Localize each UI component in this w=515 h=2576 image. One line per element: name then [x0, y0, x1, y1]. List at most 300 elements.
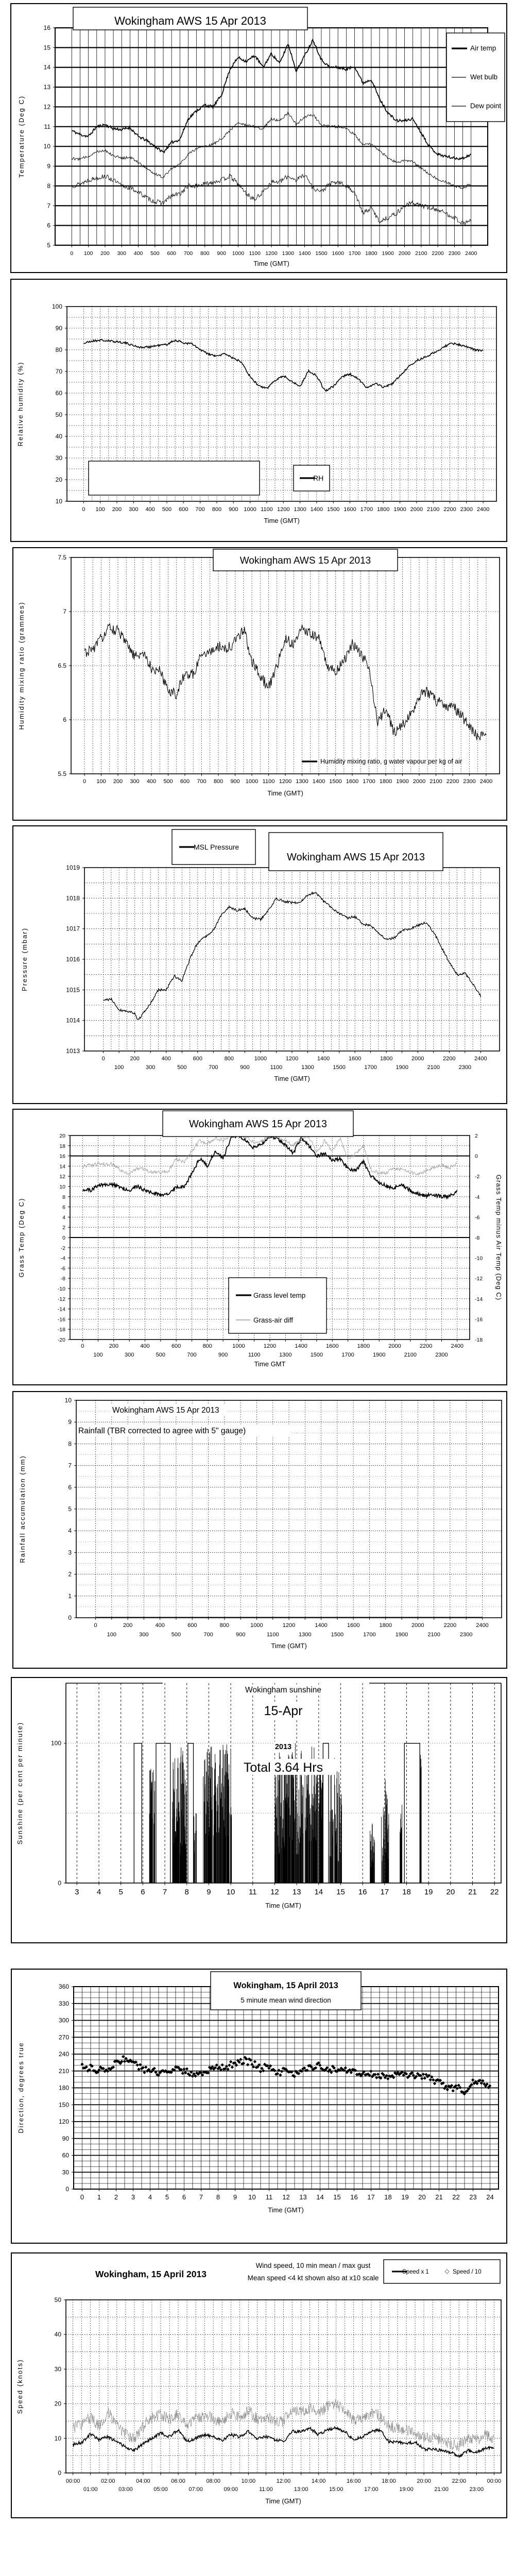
- axis-title: Time (GMT): [274, 1075, 310, 1082]
- x-tick-label: 1400: [298, 250, 311, 257]
- x-tick-label: 1000: [232, 250, 245, 257]
- x-tick-label: 1100: [261, 506, 273, 513]
- x-tick-label: 02:00: [101, 2478, 115, 2484]
- y-tick-label: 60: [62, 2151, 69, 2159]
- axis-title: Speed (knots): [16, 2359, 24, 2414]
- x-tick-label: 900: [240, 1064, 250, 1071]
- x-tick-label: 1000: [244, 506, 256, 513]
- panel-grass-temp-chart: [12, 1109, 507, 1385]
- x-tick-label: 08:00: [206, 2478, 220, 2484]
- legend-label: Dew point: [470, 102, 502, 110]
- x-tick-label: 300: [117, 250, 126, 257]
- wind-dir-point: [386, 2077, 389, 2080]
- x-tick-label: 1500: [331, 1632, 344, 1638]
- x-tick-label: 700: [209, 1064, 218, 1071]
- y-tick-label: 10: [55, 498, 62, 505]
- x-tick-label: 00:00: [487, 2478, 502, 2484]
- x-tick-label: 1700: [363, 778, 375, 785]
- x-tick-label: 2300: [463, 778, 476, 785]
- x-tick-label: 14: [314, 1888, 323, 1896]
- y-tick-label: 14: [43, 63, 50, 71]
- y-tick-label: 12: [59, 1174, 65, 1180]
- panel-wind-direction-chart: [11, 1969, 507, 2244]
- x-tick-label: 2400: [476, 1622, 489, 1629]
- x-tick-label: 900: [229, 506, 238, 513]
- x-tick-label: 1700: [348, 250, 361, 257]
- y-tick-label: 60: [55, 389, 62, 397]
- axis-title: Humidity mixing ratio (grammes): [18, 601, 25, 730]
- y-tick-label: 120: [58, 2118, 69, 2125]
- x-tick-label: 1900: [372, 1352, 386, 1358]
- axis-title: Relative humidity (%): [16, 361, 24, 447]
- title-box: [89, 461, 260, 495]
- y-tick-label: 1013: [66, 1047, 80, 1055]
- x-tick-label: 800: [200, 250, 210, 257]
- c7-chart-svg: [12, 1678, 506, 1942]
- x-tick-label: 1600: [346, 778, 359, 785]
- x-tick-label: 0: [81, 1343, 84, 1349]
- y-tick-label: 7.5: [58, 554, 66, 561]
- x-tick-label: 400: [155, 1622, 165, 1629]
- legend-box: [229, 1278, 327, 1333]
- x-tick-label: 2000: [413, 778, 426, 785]
- y-tick-label: 0: [58, 1879, 61, 1887]
- x-tick-label: 2000: [398, 250, 411, 257]
- x-tick-label: 1700: [363, 1632, 376, 1638]
- x-tick-label: 5: [118, 1888, 123, 1896]
- chart-text: Rainfall (TBR corrected to agree with 5" gauge): [78, 1427, 246, 1435]
- c3-chart-svg: [13, 548, 506, 820]
- legend-label: Speed / 10: [453, 2269, 482, 2275]
- x-tick-label: 2300: [459, 1632, 473, 1638]
- panel-mixing-ratio-chart: [12, 547, 507, 821]
- y-tick-label: 2: [68, 1570, 72, 1578]
- x-tick-label: 21:00: [434, 2486, 449, 2493]
- x-tick-label: 800: [224, 1056, 234, 1062]
- wind-dir-point: [220, 2063, 224, 2066]
- x-tick-label: 200: [109, 1343, 119, 1349]
- y-tick-label: 6: [47, 222, 50, 229]
- wind-dir-point: [446, 2088, 449, 2091]
- x-tick-label: 1700: [341, 1352, 354, 1358]
- x-tick-label: 2400: [465, 250, 477, 257]
- x-tick-label: 100: [107, 1632, 117, 1638]
- x-tick-label: 1300: [299, 1632, 312, 1638]
- x-tick-label: 16:00: [347, 2478, 361, 2484]
- x-tick-label: 900: [217, 250, 226, 257]
- y-tick-label: 10: [64, 1397, 72, 1404]
- y-tick-label: 5: [47, 242, 50, 249]
- y-tick-label: 4: [68, 1527, 72, 1535]
- y-tick-label: 11: [44, 123, 50, 130]
- x-tick-label: 800: [213, 778, 224, 785]
- x-tick-label: 700: [187, 1352, 197, 1358]
- wind-dir-point: [279, 2073, 282, 2076]
- x-tick-label: 1100: [266, 1632, 279, 1638]
- x-tick-label: 200: [130, 1056, 140, 1062]
- x-tick-label: 22: [452, 2193, 460, 2201]
- x-tick-label: 1900: [396, 778, 409, 785]
- x-tick-label: 400: [145, 506, 155, 513]
- x-tick-label: 0: [80, 2193, 84, 2201]
- axis-title: Direction, degrees true: [17, 2042, 25, 2133]
- x-tick-label: 5: [165, 2193, 169, 2201]
- x-tick-label: 19: [401, 2193, 409, 2201]
- x-tick-label: 700: [183, 250, 193, 257]
- chart-title: Wokingham AWS 15 Apr 2013: [114, 14, 266, 27]
- y-tick-label: 16: [43, 24, 50, 31]
- y-tick-label: -8: [60, 1276, 65, 1282]
- y-tick-label: 5: [68, 1505, 72, 1513]
- y-tick-label: 7: [47, 202, 50, 210]
- x-tick-label: 2200: [419, 1343, 433, 1349]
- y-tick-label: -16: [57, 1316, 65, 1323]
- chart-text: Mean speed <4 kt shown also at x10 scale: [247, 2274, 379, 2282]
- wind-dir-point: [215, 2063, 218, 2066]
- x-tick-label: 600: [179, 506, 188, 513]
- x-tick-label: 1200: [277, 506, 290, 513]
- x-tick-label: 14:00: [311, 2478, 326, 2484]
- x-tick-label: 10: [248, 2193, 256, 2201]
- x-tick-label: 6: [182, 2193, 186, 2201]
- legend-label: Grass level temp: [253, 1292, 306, 1299]
- x-tick-label: 1300: [279, 1352, 292, 1358]
- x-tick-label: 2300: [460, 506, 473, 513]
- x-tick-label: 22:00: [452, 2478, 466, 2484]
- x-tick-label: 12: [270, 1888, 279, 1896]
- x-tick-label: 1200: [279, 778, 292, 785]
- x-tick-label: 18: [384, 2193, 392, 2201]
- x-tick-label: 11:00: [259, 2486, 273, 2493]
- axis-title: Temperature (Deg C): [18, 95, 25, 178]
- x-tick-label: 20:00: [417, 2478, 431, 2484]
- x-tick-label: 2200: [432, 250, 444, 257]
- axis-title: Time (GMT): [253, 260, 289, 267]
- y-tick-label: 90: [62, 2134, 69, 2142]
- x-tick-label: 1900: [395, 1632, 408, 1638]
- wind-dir-point: [280, 2070, 283, 2073]
- x-tick-label: 8: [216, 2193, 220, 2201]
- wind-dir-point: [259, 2070, 262, 2073]
- x-tick-label: 2100: [430, 778, 442, 785]
- x-tick-label: 0: [82, 506, 85, 513]
- x-tick-label: 2200: [443, 1622, 457, 1629]
- x-tick-label: 6: [141, 1888, 145, 1896]
- x-tick-label: 100: [83, 250, 93, 257]
- x-tick-label: 18:00: [382, 2478, 396, 2484]
- x-tick-label: 1300: [296, 778, 308, 785]
- c4-chart-svg: [13, 826, 506, 1103]
- y-tick-label: 330: [58, 1999, 69, 2007]
- axis-title: Time (GMT): [264, 517, 300, 524]
- y-tick-label: 9: [68, 1418, 72, 1426]
- x-tick-label: 21: [468, 1888, 477, 1896]
- axis-title: Time (GMT): [265, 1902, 301, 1909]
- x-tick-label: 800: [202, 1343, 212, 1349]
- wind-dir-point: [376, 2073, 380, 2076]
- y-tick-label: 7: [68, 1462, 72, 1469]
- legend-label: Grass-air diff: [253, 1316, 294, 1324]
- y-tick-label: 9: [47, 162, 50, 170]
- y-tick-label-right: -16: [475, 1316, 483, 1323]
- wind-dir-point: [433, 2082, 436, 2085]
- y-tick-label: 0: [68, 1614, 72, 1621]
- y-tick-label: 3: [68, 1549, 72, 1556]
- x-tick-label: 100: [95, 506, 105, 513]
- chart-text: 2013: [274, 1743, 292, 1751]
- c5-chart-svg: [13, 1110, 506, 1384]
- x-tick-label: 300: [125, 1352, 134, 1358]
- y-tick-label: 6.5: [58, 662, 66, 669]
- y-tick-label: 10: [59, 1184, 65, 1190]
- x-tick-label: 1400: [312, 778, 325, 785]
- x-tick-label: 800: [212, 506, 222, 513]
- x-tick-label: 19:00: [399, 2486, 414, 2493]
- wind-dir-point: [139, 2063, 142, 2066]
- x-tick-label: 3: [131, 2193, 135, 2201]
- axis-title: Time (GMT): [271, 1642, 307, 1650]
- x-tick-label: 300: [139, 1632, 149, 1638]
- x-tick-label: 200: [123, 1622, 133, 1629]
- x-tick-label: 2100: [426, 506, 440, 513]
- y-tick-label: 14: [59, 1163, 65, 1170]
- wind-dir-point: [226, 2067, 229, 2071]
- sunshine-block: [188, 1743, 194, 1883]
- x-tick-label: 600: [180, 778, 190, 785]
- x-tick-label: 1000: [250, 1622, 263, 1629]
- y-tick-label: 300: [58, 2016, 69, 2024]
- x-tick-label: 1600: [347, 1622, 360, 1629]
- x-tick-label: 900: [235, 1632, 246, 1638]
- x-tick-label: 00:00: [65, 2478, 80, 2484]
- x-tick-label: 400: [161, 1056, 171, 1062]
- x-tick-label: 1200: [265, 250, 278, 257]
- x-tick-label: 11: [265, 2193, 273, 2201]
- wind-dir-point: [429, 2078, 432, 2081]
- y-tick-label: 20: [54, 2400, 61, 2408]
- x-tick-label: 2300: [435, 1352, 448, 1358]
- x-tick-label: 1400: [317, 1056, 330, 1062]
- x-tick-label: 15: [333, 2193, 341, 2201]
- x-tick-label: 200: [112, 506, 122, 513]
- wind-dir-point: [122, 2055, 125, 2058]
- wind-dir-point: [239, 2058, 242, 2061]
- y-tick-label: 16: [59, 1153, 65, 1160]
- axis-title: Time (GMT): [267, 789, 303, 797]
- chart-text: Wokingham, 15 April 2013: [95, 2269, 207, 2279]
- x-tick-label: 600: [167, 250, 176, 257]
- wind-dir-point: [369, 2070, 372, 2073]
- wind-dir-point: [423, 2077, 426, 2080]
- y-tick-label: 50: [54, 2296, 61, 2303]
- chart-text: Wokingham sunshine: [245, 1686, 321, 1694]
- y-tick-label: 240: [58, 2050, 69, 2058]
- axis-title: Pressure (mbar): [21, 927, 28, 991]
- wind-dir-point: [246, 2063, 249, 2066]
- wind-dir-point: [452, 2089, 455, 2092]
- x-tick-label: 1800: [380, 1056, 393, 1062]
- y-tick-label: 1: [68, 1592, 72, 1600]
- x-tick-label: 9: [207, 1888, 211, 1896]
- x-tick-label: 04:00: [136, 2478, 150, 2484]
- x-tick-label: 4: [148, 2193, 152, 2201]
- x-tick-label: 100: [114, 1064, 124, 1071]
- x-tick-label: 19: [424, 1888, 433, 1896]
- wind-dir-point: [253, 2060, 256, 2063]
- y-tick-label: 12: [43, 103, 50, 111]
- y-tick-label: -4: [60, 1255, 65, 1262]
- x-tick-label: 200: [100, 250, 110, 257]
- chart-text: 15-Apr: [264, 1704, 303, 1718]
- x-tick-label: 1800: [365, 250, 377, 257]
- x-tick-label: 2: [114, 2193, 118, 2201]
- x-tick-label: 600: [187, 1622, 197, 1629]
- x-tick-label: 1200: [263, 1343, 277, 1349]
- y-tick-label: 6: [63, 716, 66, 723]
- x-tick-label: 0: [94, 1622, 97, 1629]
- x-tick-label: 1600: [332, 250, 344, 257]
- x-tick-label: 17: [380, 1888, 389, 1896]
- y-tick-label-right: -6: [475, 1214, 480, 1221]
- x-tick-label: 2000: [411, 1056, 424, 1062]
- x-tick-label: 1600: [344, 506, 356, 513]
- x-tick-label: 13: [299, 2193, 307, 2201]
- x-tick-label: 1100: [270, 1064, 283, 1071]
- x-tick-label: 09:00: [224, 2486, 238, 2493]
- series-mean-speed: [73, 2427, 494, 2458]
- legend-label: RH: [313, 474, 324, 482]
- x-tick-label: 1500: [315, 250, 328, 257]
- panel-sunshine-chart: [11, 1677, 507, 1943]
- y-tick-label: 1018: [66, 894, 80, 902]
- x-tick-label: 1500: [329, 778, 342, 785]
- wind-dir-point: [231, 2065, 234, 2069]
- x-tick-label: 1600: [348, 1056, 362, 1062]
- x-tick-label: 500: [177, 1064, 187, 1071]
- y-tick-label: 0: [58, 2469, 61, 2477]
- x-tick-label: 2000: [388, 1343, 401, 1349]
- x-tick-label: 1500: [327, 506, 340, 513]
- panel-pressure-chart: [12, 825, 507, 1104]
- x-tick-label: 8: [184, 1888, 189, 1896]
- x-tick-label: 1600: [326, 1343, 339, 1349]
- chart-text: Total 3.64 Hrs: [243, 1760, 323, 1775]
- x-tick-label: 600: [193, 1056, 202, 1062]
- c6-chart-svg: [13, 1392, 506, 1668]
- y-tick-label: 70: [55, 368, 62, 375]
- x-tick-label: 20: [446, 1888, 455, 1896]
- y-tick-label: 13: [43, 83, 50, 91]
- chart-title: Wokingham AWS 15 Apr 2013: [287, 852, 425, 863]
- legend-label: Speed x 1: [402, 2269, 429, 2275]
- y-tick-label: -18: [57, 1327, 65, 1333]
- x-tick-label: 4: [96, 1888, 101, 1896]
- y-tick-label: 100: [52, 303, 62, 310]
- panel-humidity-chart: [10, 279, 507, 542]
- y-tick-label: 10: [54, 2434, 61, 2442]
- x-tick-label: 2200: [443, 506, 456, 513]
- y-tick-label: 6: [62, 1204, 65, 1211]
- axis-title: Grass Temp minus Air Temp (Deg C): [495, 1174, 503, 1301]
- x-tick-label: 16: [358, 1888, 367, 1896]
- x-tick-label: 3: [75, 1888, 79, 1896]
- y-tick-label: 270: [58, 2033, 69, 2041]
- x-tick-label: 1800: [376, 506, 390, 513]
- y-tick-label: 6: [68, 1483, 72, 1491]
- y-tick-label: 80: [55, 346, 62, 353]
- y-tick-label: -14: [57, 1306, 65, 1313]
- y-tick-label: 40: [55, 433, 62, 440]
- x-tick-label: 1900: [396, 1064, 408, 1071]
- wind-dir-point: [184, 2071, 187, 2074]
- y-tick-label-right: -4: [475, 1194, 480, 1200]
- y-tick-label: 8: [62, 1194, 65, 1200]
- chart-title: Wokingham AWS 15 Apr 2013: [239, 555, 371, 566]
- y-tick-label: 20: [55, 476, 62, 483]
- y-tick-label: 15: [43, 44, 50, 52]
- wind-dir-point: [277, 2069, 280, 2072]
- x-tick-label: 16: [350, 2193, 358, 2201]
- x-tick-label: 1200: [285, 1056, 299, 1062]
- x-tick-label: 17:00: [364, 2486, 379, 2493]
- y-tick-label: 40: [54, 2331, 61, 2338]
- x-tick-label: 700: [203, 1632, 213, 1638]
- wind-dir-point: [182, 2067, 185, 2071]
- x-tick-label: 12:00: [276, 2478, 291, 2484]
- y-tick-label: 0: [62, 1235, 65, 1241]
- x-tick-label: 600: [171, 1343, 181, 1349]
- axis-title: Grass Temp (Deg C): [18, 1197, 25, 1278]
- x-tick-label: 1: [97, 2193, 101, 2201]
- x-tick-label: 1200: [282, 1622, 296, 1629]
- x-tick-label: 1100: [248, 1352, 261, 1358]
- x-tick-label: 1800: [379, 778, 392, 785]
- x-tick-label: 1000: [245, 778, 259, 785]
- panel-temperature-chart: [10, 3, 507, 273]
- x-tick-label: 400: [133, 250, 143, 257]
- x-tick-label: 500: [163, 778, 173, 785]
- y-tick-label: 210: [58, 2067, 69, 2075]
- x-tick-label: 300: [130, 778, 140, 785]
- y-tick-label: 20: [59, 1133, 65, 1139]
- x-tick-label: 18: [402, 1888, 411, 1896]
- y-tick-label: 30: [55, 454, 62, 462]
- wind-dir-point: [228, 2063, 231, 2066]
- y-tick-label: -10: [57, 1286, 65, 1292]
- x-tick-label: 12: [282, 2193, 290, 2201]
- x-tick-label: 900: [230, 778, 240, 785]
- x-tick-label: 22: [490, 1888, 499, 1896]
- x-tick-label: 2300: [458, 1064, 472, 1071]
- x-tick-label: 1700: [360, 506, 373, 513]
- x-tick-label: 0: [70, 250, 74, 257]
- y-tick-label: -20: [57, 1337, 65, 1343]
- y-tick-label: 1014: [66, 1016, 80, 1024]
- x-tick-label: 2100: [404, 1352, 417, 1358]
- x-tick-label: 900: [218, 1352, 228, 1358]
- y-tick-label: 18: [59, 1143, 65, 1149]
- x-tick-label: 100: [93, 1352, 103, 1358]
- x-tick-label: 01:00: [83, 2486, 98, 2493]
- y-tick-label: 50: [55, 411, 62, 418]
- x-tick-label: 2100: [427, 1064, 440, 1071]
- y-tick-label: 1017: [66, 925, 80, 933]
- x-tick-label: 2000: [410, 506, 423, 513]
- x-tick-label: 15:00: [329, 2486, 344, 2493]
- x-tick-label: 300: [129, 506, 139, 513]
- wind-dir-point: [432, 2078, 435, 2081]
- wind-dir-point: [471, 2078, 474, 2081]
